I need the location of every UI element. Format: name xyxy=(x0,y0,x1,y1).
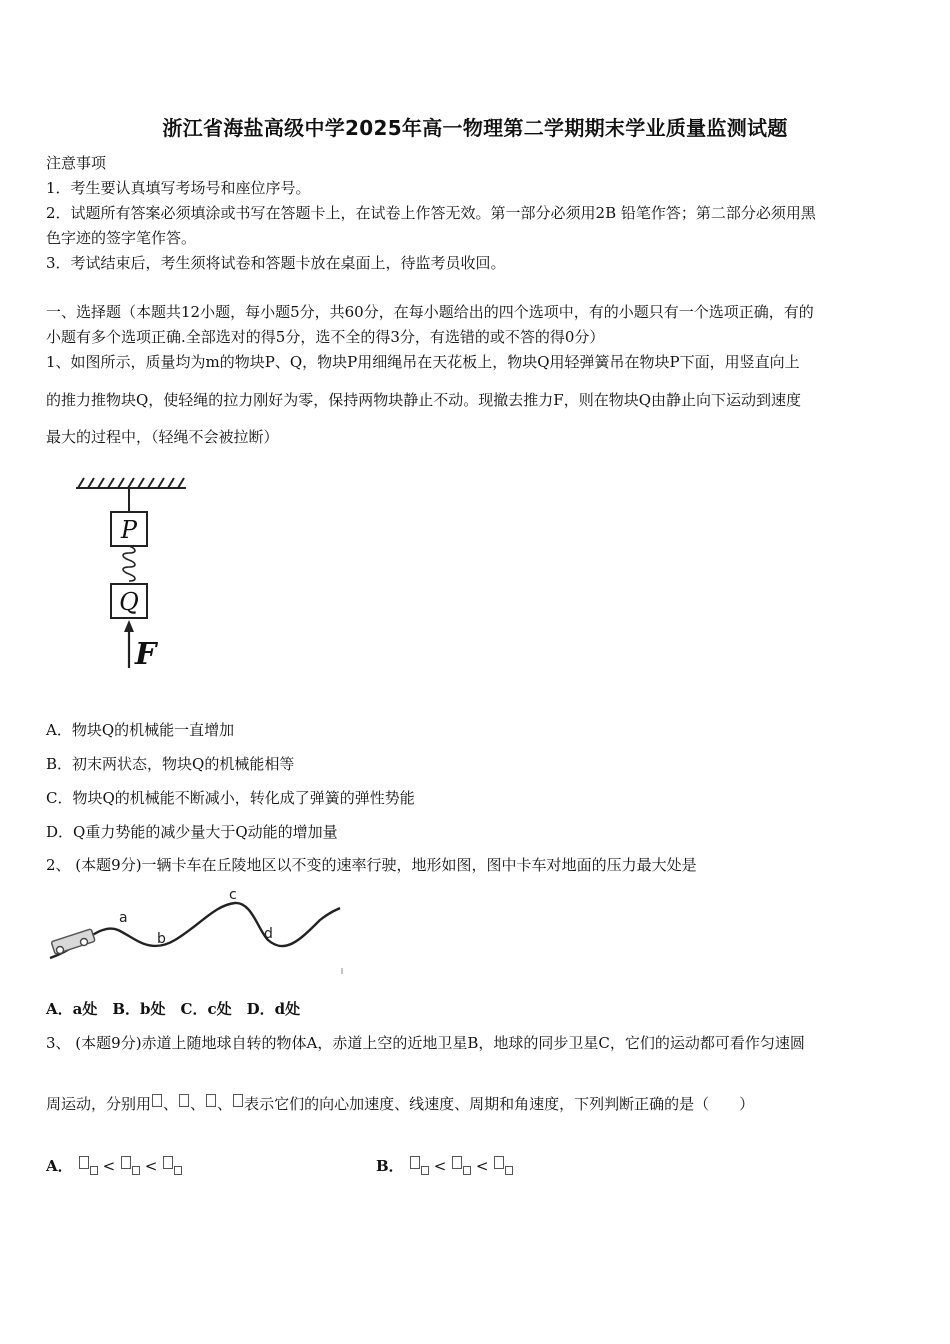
q1-option-a: A．物块Q的机械能一直增加 xyxy=(46,721,235,739)
terrain-label-b: b xyxy=(157,931,166,947)
q3-option-a: A． < < xyxy=(46,1155,182,1176)
block-q-label: Q xyxy=(119,588,139,616)
notice-item: 3．考试结束后，考生须将试卷和答题卡放在桌面上，待监考员收回。 xyxy=(46,254,506,272)
symbol-placeholder xyxy=(179,1094,189,1107)
terrain-label-c: c xyxy=(229,887,237,903)
q2-options: A．a处 B．b处 C．c处 D．d处 xyxy=(46,1000,301,1018)
q3-stem-line2: 周运动，分别用 、 、 、 表示它们的向心加速度、线速度、周期和角速度，下列判断正确的是（ ） xyxy=(46,1095,755,1113)
terrain-label-a: a xyxy=(119,910,128,926)
section-heading-line2: 小题有多个选项正确.全部选对的得5分，选不全的得3分，有选错的或不答的得0分） xyxy=(46,328,605,346)
q1-option-b: B．初末两状态，物块Q的机械能相等 xyxy=(46,755,295,773)
q3-option-b-formula: < < xyxy=(409,1157,513,1175)
q2-stem: 2、 (本题9分)一辆卡车在丘陵地区以不变的速率行驶，地形如图，图中卡车对地面的压力最大处是 xyxy=(46,856,697,874)
q1-option-c: C．物块Q的机械能不断减小，转化成了弹簧的弹性势能 xyxy=(46,789,415,807)
notice-item: 1．考生要认真填写考场号和座位序号。 xyxy=(46,179,311,197)
q1-option-d: D．Q重力势能的减少量大于Q动能的增加量 xyxy=(46,823,338,841)
notice-item: 色字迹的签字笔作答。 xyxy=(46,229,197,247)
terrain-curve xyxy=(50,903,340,958)
notice-heading: 注意事项 xyxy=(46,154,107,172)
terrain-label-d: d xyxy=(264,926,273,942)
q1-stem-line1: 1、如图所示，质量均为m的物块P、Q，物块P用细绳吊在天花板上，物块Q用轻弹簧吊在物块P下面，用竖直向上 xyxy=(46,353,800,371)
q1-stem-line3: 最大的过程中，（轻绳不会被拉断） xyxy=(46,428,279,446)
q1-stem-line2: 的推力推物块Q，使轻绳的拉力刚好为零，保持两物块静止不动。现撤去推力F，则在物块Q由静止向下运动到速度 xyxy=(46,391,802,409)
page-title: 浙江省海盐高级中学2025年高一物理第二学期期末学业质量监测试题 xyxy=(162,116,788,140)
truck-icon xyxy=(51,929,95,954)
block-p-label: P xyxy=(120,516,138,544)
q3-option-b: B． < < xyxy=(376,1155,513,1176)
q3-stem-line1: 3、 (本题9分)赤道上随地球自转的物体A，赤道上空的近地卫星B，地球的同步卫星C，它们的运动都可看作匀速圆 xyxy=(46,1034,805,1052)
symbol-placeholder xyxy=(233,1094,243,1107)
force-label: F xyxy=(135,637,157,672)
q3-option-a-formula: < < xyxy=(78,1157,182,1175)
symbol-placeholder xyxy=(152,1094,162,1107)
symbol-placeholder xyxy=(206,1094,216,1107)
notice-item: 2．试题所有答案必须填涂或书写在答题卡上，在试卷上作答无效。第一部分必须用2B 铅笔作答；第二部分必须用黑 xyxy=(46,204,816,222)
section-heading-line1: 一、选择题（本题共12小题，每小题5分，共60分，在每小题给出的四个选项中，有的小题只有一个选项正确，有的 xyxy=(46,303,814,321)
